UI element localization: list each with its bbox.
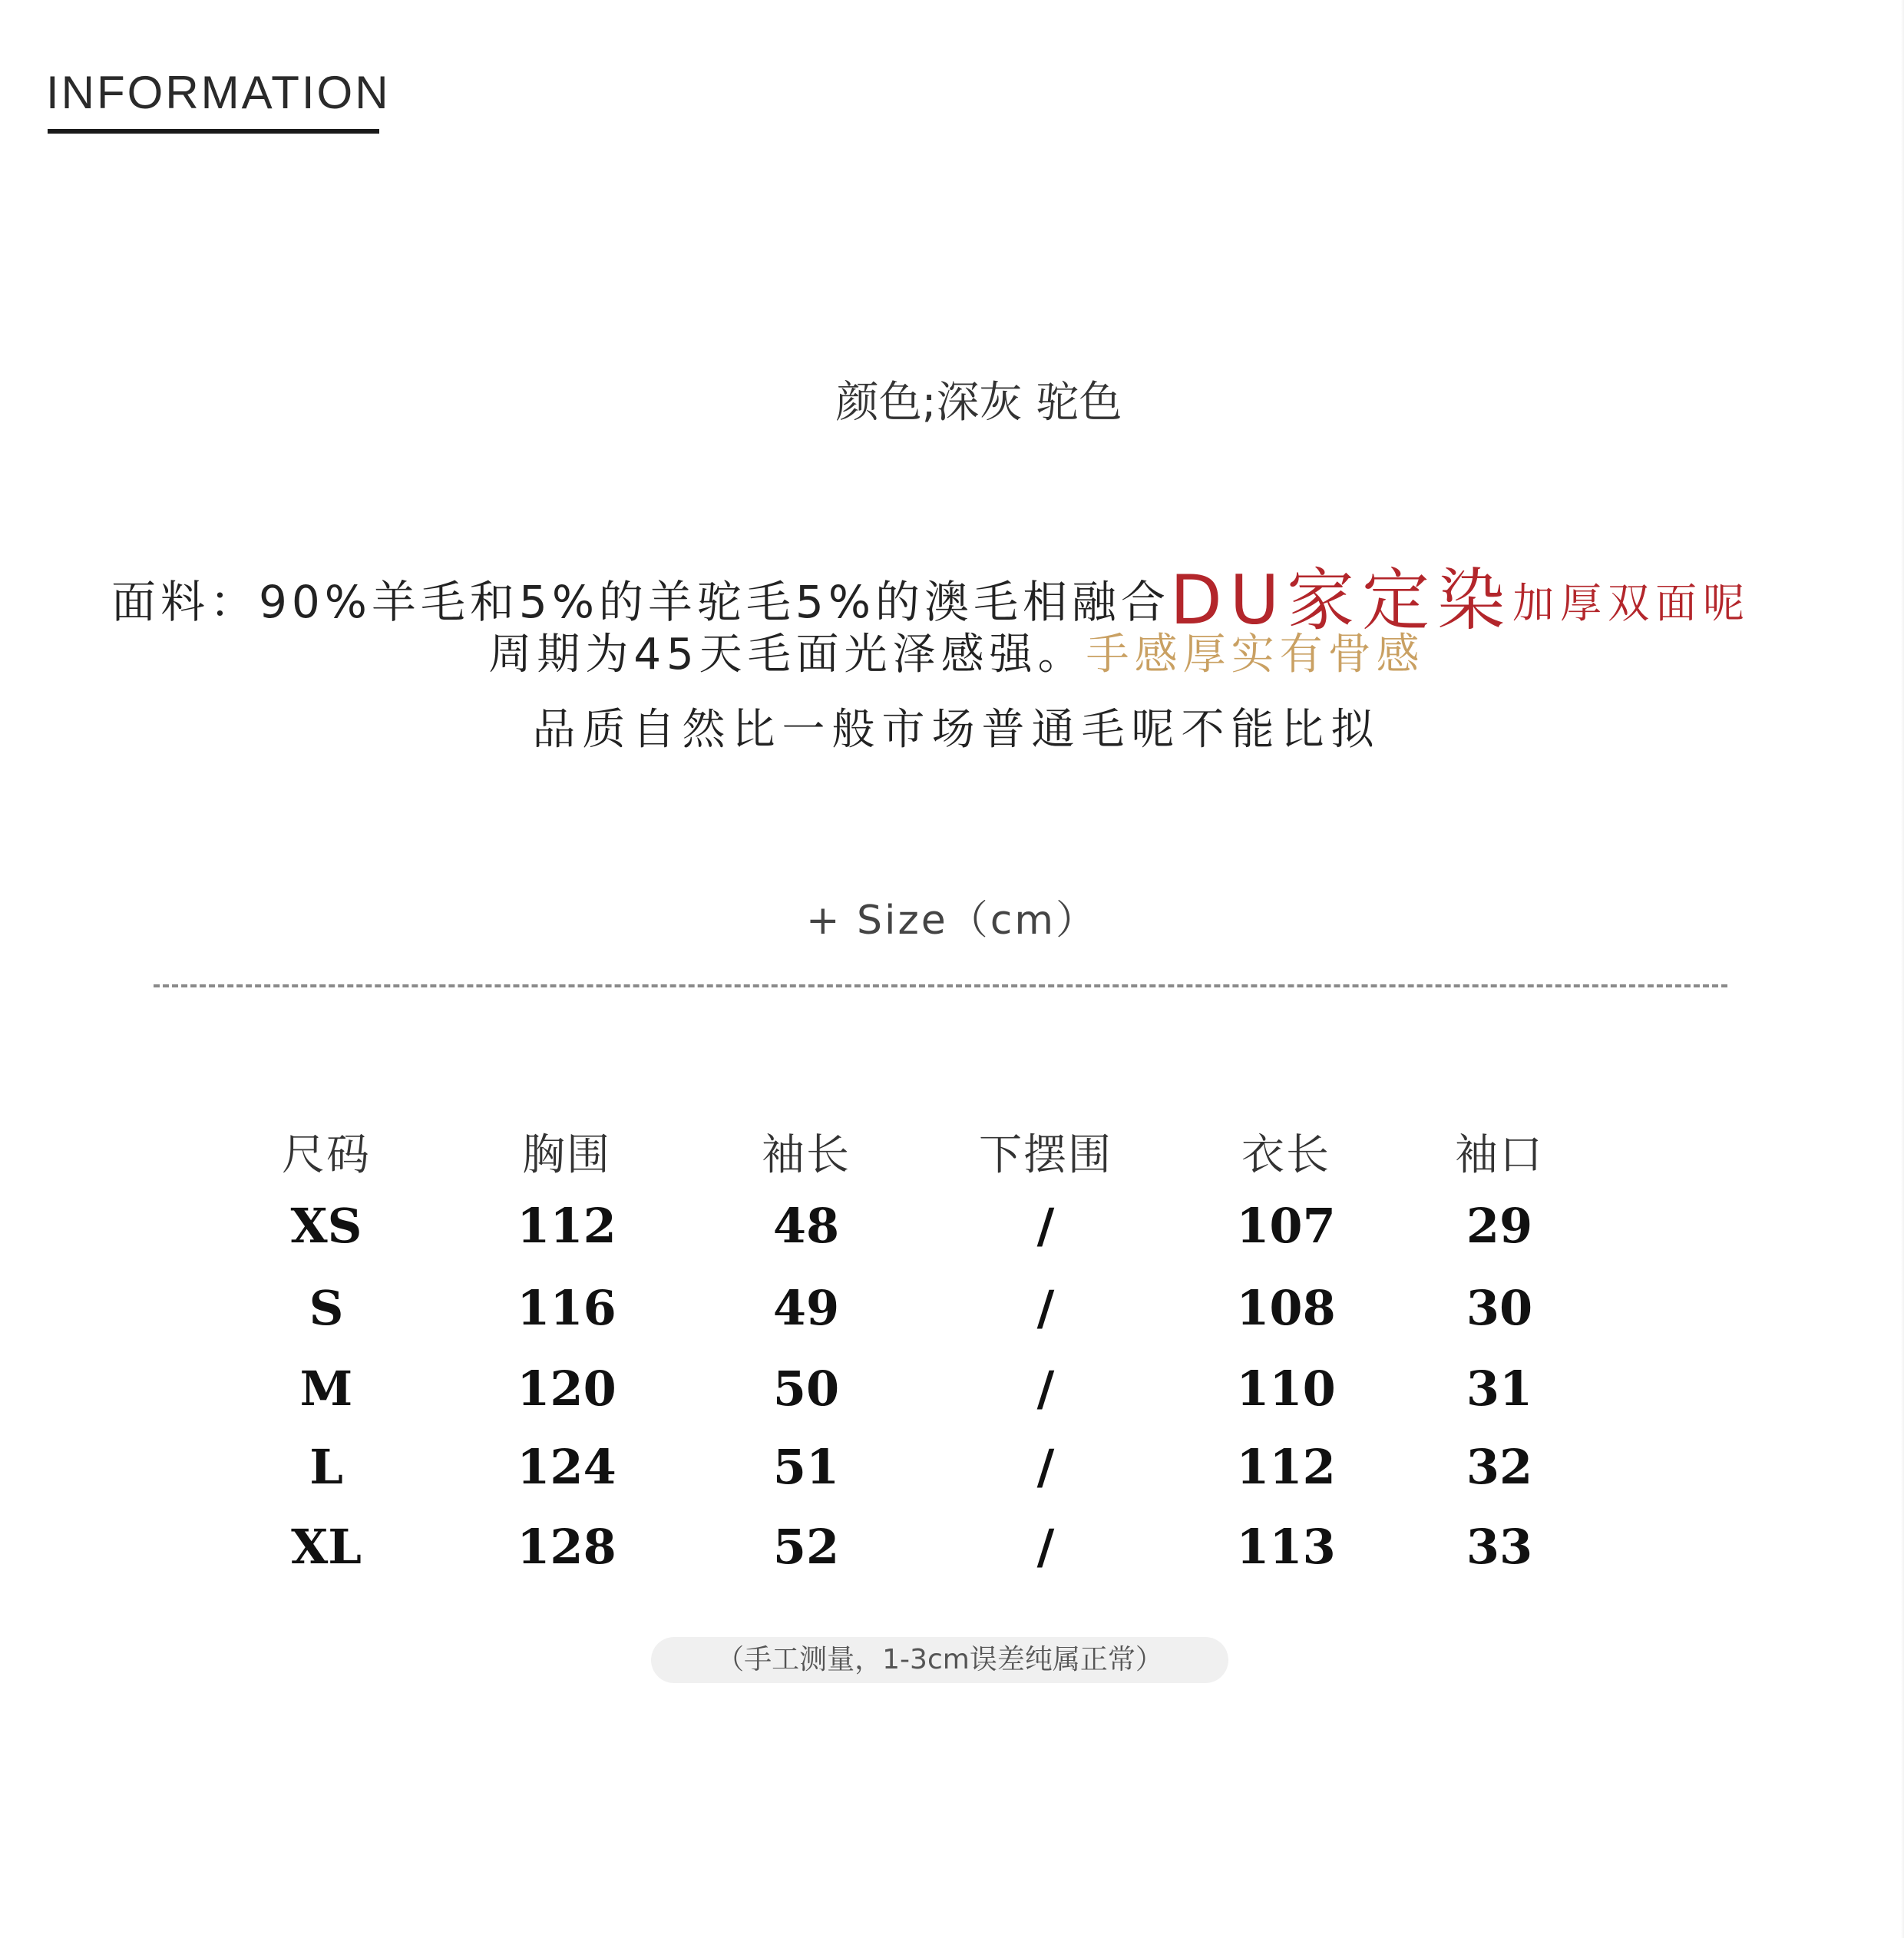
size-cell-hem: / (1036, 1280, 1055, 1336)
size-cell-length: 108 (1236, 1280, 1336, 1336)
size-cell-cuff: 32 (1466, 1439, 1533, 1495)
size-cell-chest: 120 (517, 1361, 616, 1417)
fabric-dye-highlight: DU家定染 (1169, 561, 1513, 640)
fabric-weave-highlight: 加厚双面呢 (1512, 579, 1751, 627)
size-cell-hem: / (1036, 1519, 1055, 1575)
page-edge-shadow (1901, 0, 1904, 1938)
size-cell-cuff: 31 (1466, 1361, 1533, 1417)
fabric-description-line-2 (0, 620, 1904, 682)
color-options: 颜色;深灰 驼色 (835, 378, 1122, 428)
column-header-chest: 胸围 (522, 1130, 611, 1180)
size-cell-cuff: 30 (1466, 1280, 1533, 1336)
size-cell-sleeve: 50 (772, 1361, 840, 1417)
size-cell-sleeve: 51 (772, 1439, 840, 1495)
size-cell-length: 113 (1236, 1519, 1336, 1575)
size-cell-length: 110 (1236, 1361, 1336, 1417)
size-cell-chest: 112 (517, 1198, 616, 1254)
column-header-size: 尺码 (282, 1130, 371, 1180)
section-title: INFORMATION (46, 67, 391, 118)
size-cell-hem: / (1036, 1361, 1055, 1417)
size-cell-length: 112 (1236, 1439, 1336, 1495)
size-cell-size: S (309, 1280, 344, 1336)
size-cell-size: M (299, 1361, 353, 1417)
size-cell-chest: 124 (517, 1439, 616, 1495)
column-header-hem: 下摆围 (979, 1130, 1112, 1180)
size-cell-size: L (309, 1439, 343, 1495)
column-header-length: 衣长 (1241, 1130, 1330, 1180)
size-cell-length: 107 (1236, 1198, 1336, 1254)
size-cell-chest: 116 (517, 1280, 616, 1336)
size-heading: + Size（cm） (805, 898, 1099, 944)
size-cell-hem: / (1036, 1198, 1055, 1254)
fabric-feel-highlight: 手感厚实有骨感 (1086, 630, 1425, 680)
size-cell-size: XL (291, 1519, 362, 1575)
size-cell-sleeve: 49 (772, 1280, 840, 1336)
size-cell-chest: 128 (517, 1519, 616, 1575)
size-cell-hem: / (1036, 1439, 1055, 1495)
dashed-divider (154, 984, 1727, 987)
size-cell-cuff: 33 (1466, 1519, 1533, 1575)
fabric-description-line-3: 品质自然比一般市场普通毛呢不能比拟 (532, 705, 1381, 755)
size-cell-sleeve: 52 (772, 1519, 840, 1575)
size-cell-size: XS (290, 1198, 362, 1254)
fabric-cycle-text: 周期为45天毛面光泽感强。 (488, 630, 1086, 680)
measurement-note: （手工测量，1-3cm误差纯属正常） (651, 1637, 1228, 1683)
column-header-cuff: 袖口 (1455, 1130, 1544, 1180)
size-cell-sleeve: 48 (772, 1198, 840, 1254)
size-cell-cuff: 29 (1466, 1198, 1533, 1254)
column-header-sleeve: 袖长 (762, 1130, 851, 1180)
section-title-underline (48, 129, 379, 134)
fabric-composition: 面料：90%羊毛和5%的羊驼毛5%的澳毛相融合 (111, 576, 1170, 628)
